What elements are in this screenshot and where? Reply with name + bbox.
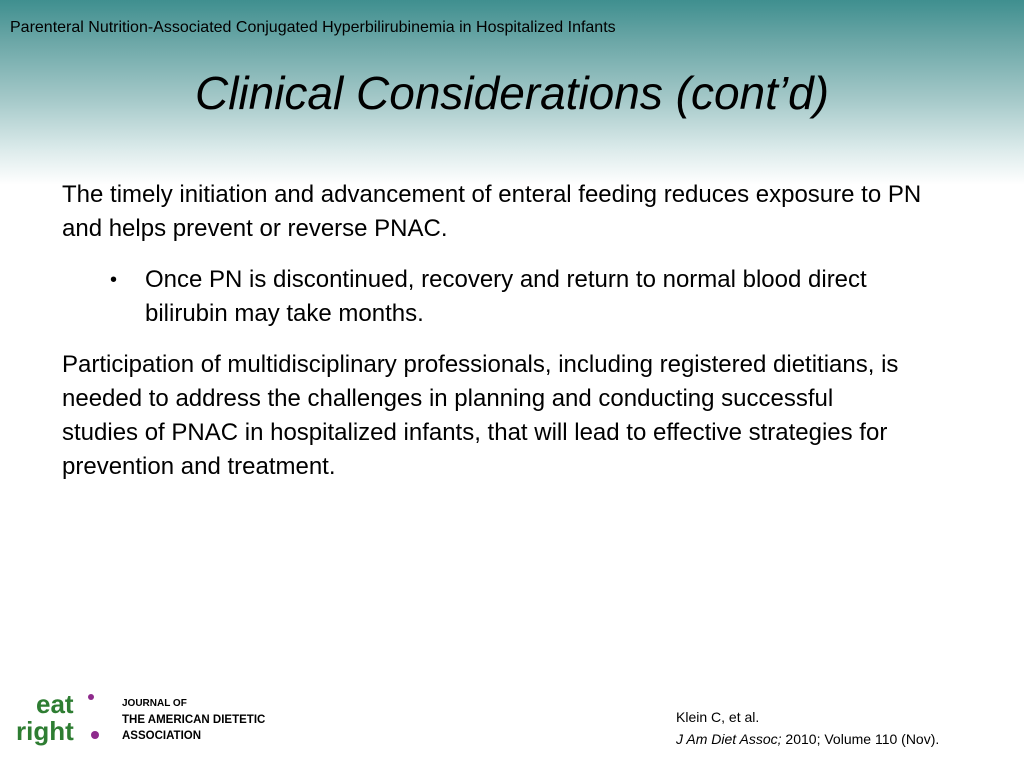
journal-line-2: THE AMERICAN DIETETIC bbox=[122, 714, 266, 726]
bullet-icon: • bbox=[110, 269, 118, 291]
slide-title: Clinical Considerations (cont’d) bbox=[194, 67, 830, 119]
citation-source bbox=[676, 728, 939, 750]
paragraph-1: The timely initiation and advancement of enteral feeding reduces exposure to PN and helps prevent or reverse PNAC. bbox=[62, 181, 922, 242]
bullet-item bbox=[62, 263, 942, 331]
paragraph-2: Participation of multidisciplinary professionals, including registered dietitians, is needed to address the challenges in planning and conducting successful studies of PNAC in hospitalized infants, that will lead to effective strategies for prevention and treatment. bbox=[62, 351, 899, 480]
header-title: Parenteral Nutrition-Associated Conjugated Hyperbilirubinemia in Hospitalized Infants bbox=[10, 19, 616, 36]
bullet-text: Once PN is discontinued, recovery and return to normal blood direct bilirubin may take months. bbox=[145, 266, 867, 327]
citation-journal: J Am Diet Assoc; bbox=[676, 731, 782, 747]
logo-dot-bottom bbox=[91, 731, 99, 739]
citation bbox=[676, 706, 939, 750]
journal-line-3: ASSOCIATION bbox=[122, 730, 202, 742]
slide-content bbox=[62, 178, 942, 484]
journal-name bbox=[122, 696, 265, 744]
logo-text-bottom: right bbox=[16, 716, 74, 746]
logo-text-top: eat bbox=[36, 689, 74, 719]
journal-line-1: JOURNAL OF bbox=[122, 698, 187, 709]
logo-dot-top bbox=[88, 694, 94, 700]
citation-author: Klein C, et al. bbox=[676, 709, 760, 725]
eatright-logo bbox=[14, 688, 102, 748]
citation-details: 2010; Volume 110 (Nov). bbox=[781, 731, 940, 747]
